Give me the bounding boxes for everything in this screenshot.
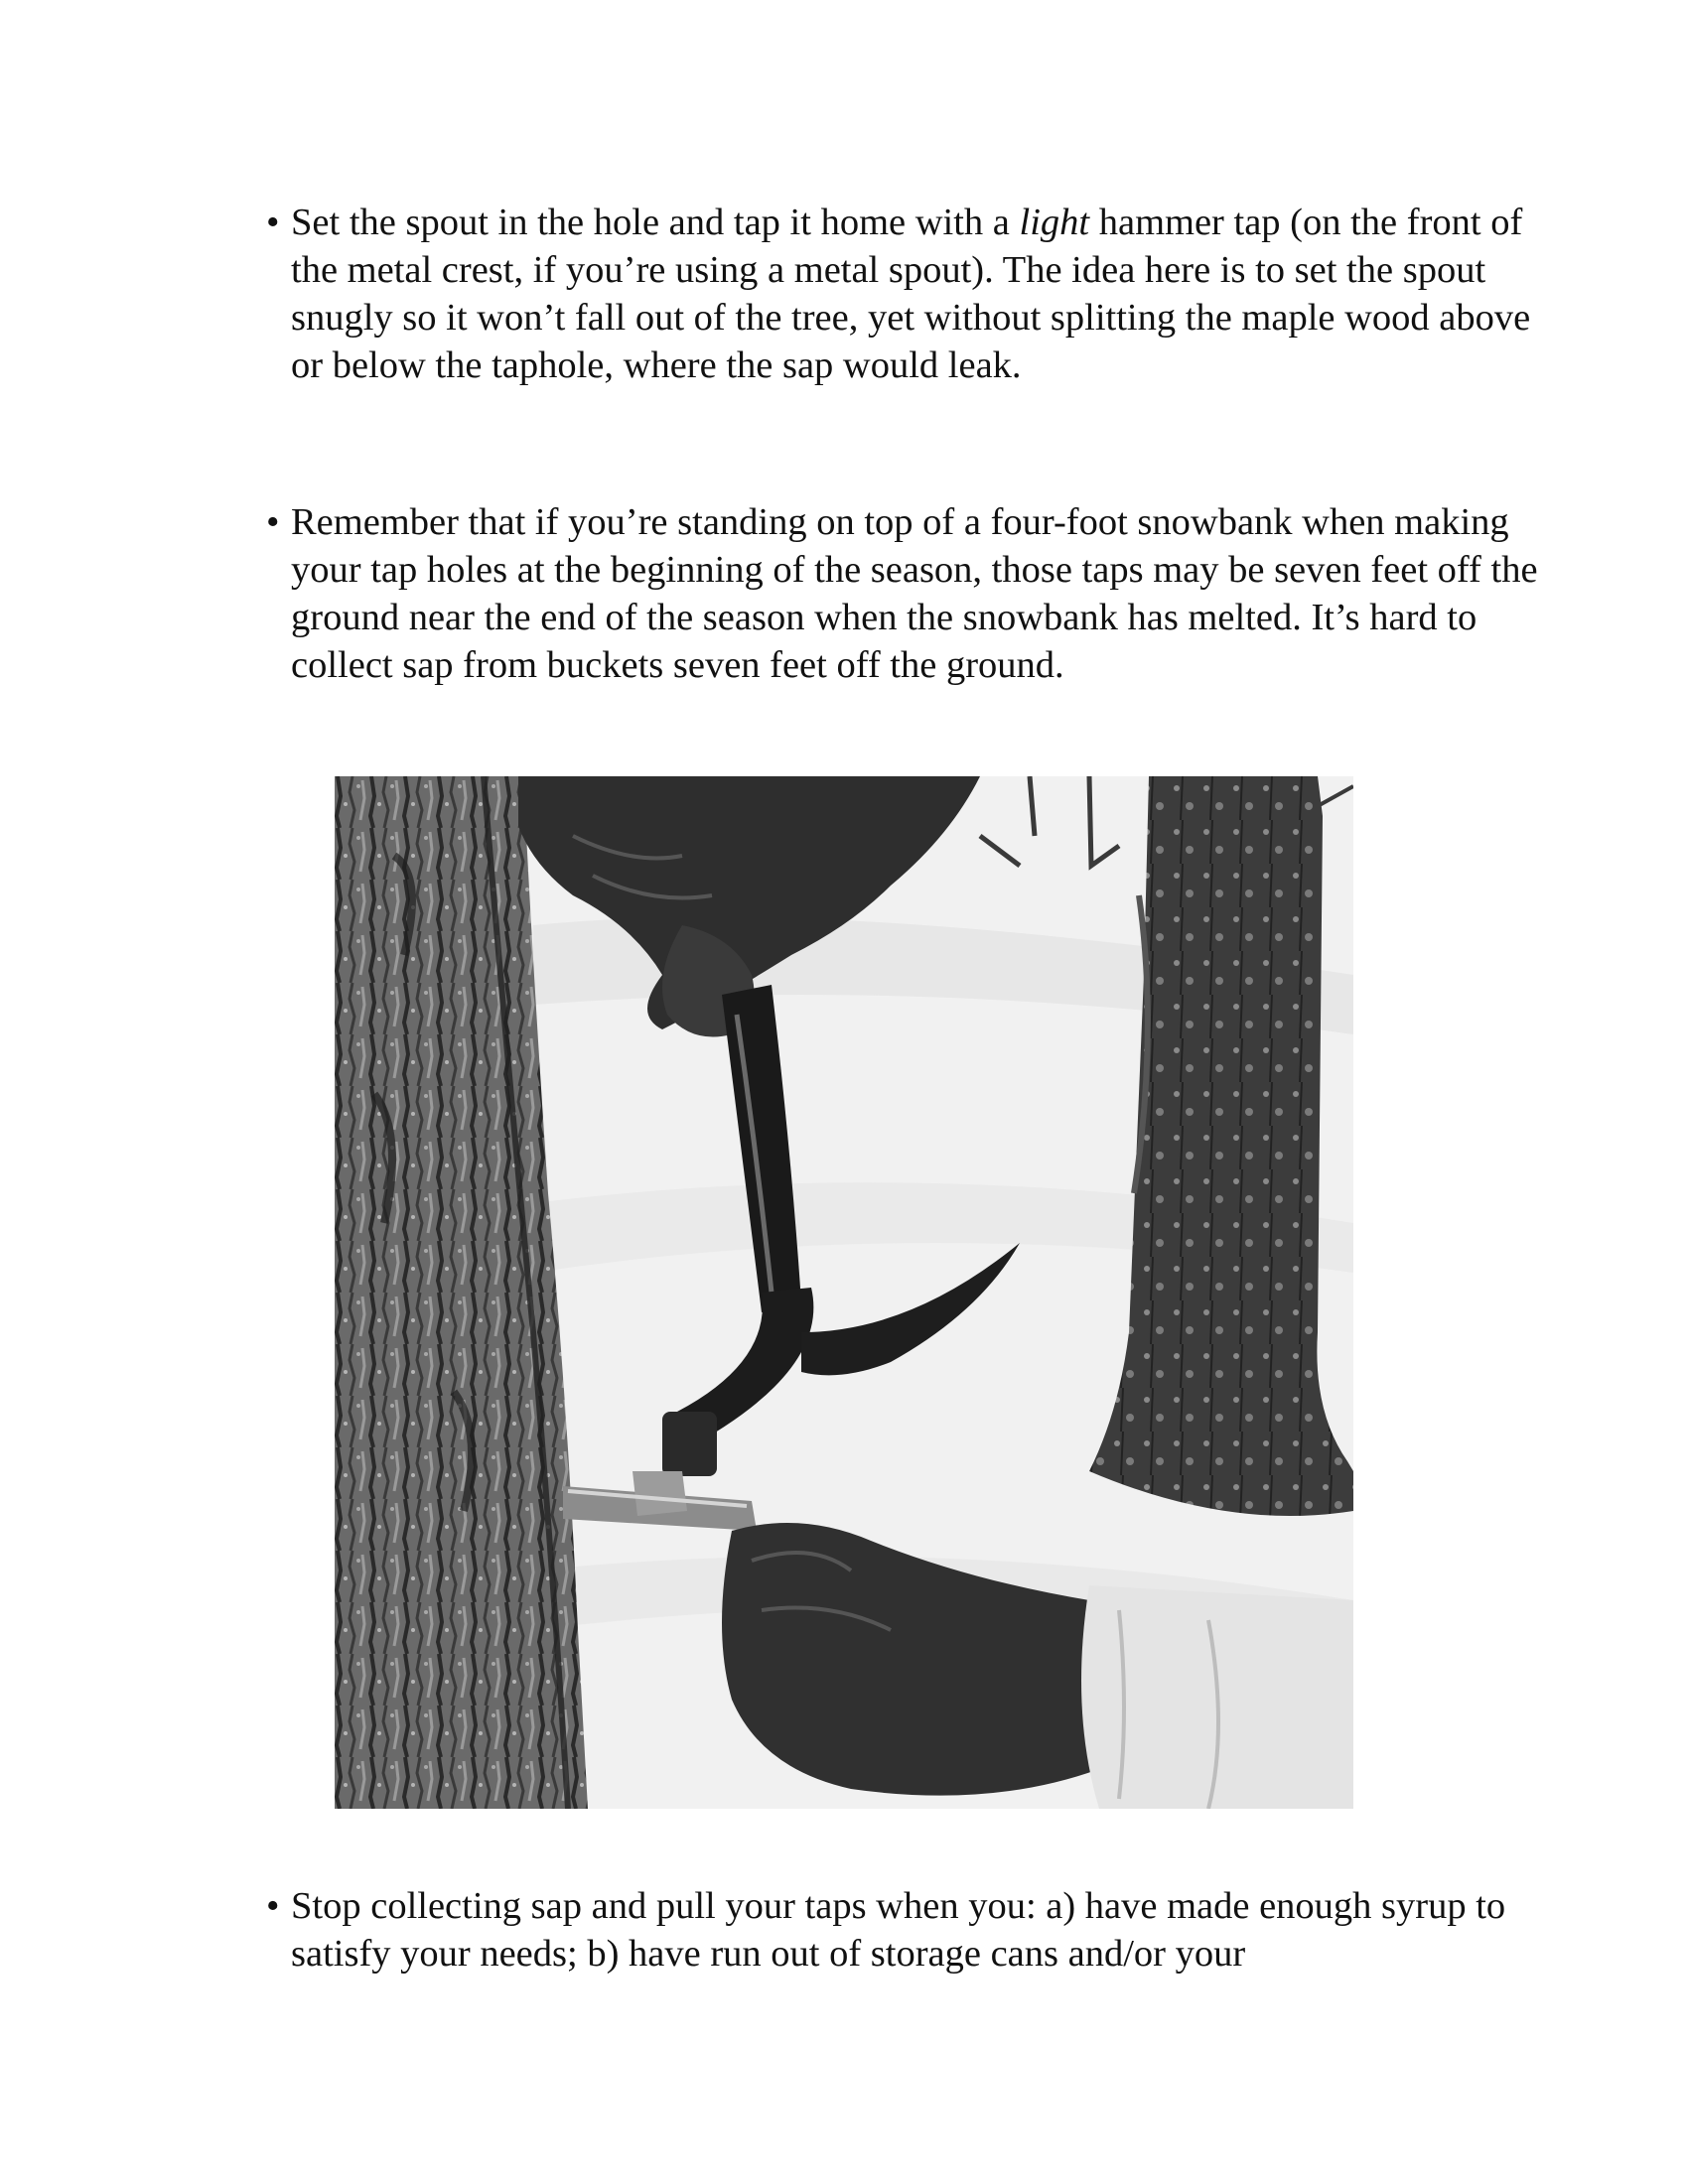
tapping-photo-illustration: [335, 776, 1353, 1809]
bullet-paragraph-2: [266, 498, 1542, 689]
bullet-paragraph-1: [266, 199, 1542, 389]
bullet-mark: •: [266, 1885, 280, 1927]
bullet-mark: •: [266, 501, 280, 543]
bullet-text: Stop collecting sap and pull your taps when you: a) have made enough syrup to satisfy your needs; b) have run out of storage cans and/or your: [291, 1885, 1506, 1975]
tapping-photo: [335, 776, 1353, 1809]
bullet-text-start: Set the spout in the hole and tap it home with a: [291, 202, 1020, 243]
bullet-paragraph-3: [266, 1882, 1542, 1978]
bullet-text-end: hammer tap (on the front of the metal crest, if you’re using a metal spout). The idea here is to set the spout snugly so it won’t fall out of the tree, yet without splitting the maple wood above or below the taphole, where the sap would leak.: [291, 202, 1531, 386]
bullet-mark: •: [266, 202, 280, 243]
bullet-text: Remember that if you’re standing on top of a four-foot snowbank when making your tap holes at the beginning of the season, those taps may be seven feet off the ground near the end of the season when the snowbank has melted. It’s hard to collect sap from buckets seven feet off the ground.: [291, 501, 1538, 686]
emphasized-word: light: [1019, 202, 1090, 243]
